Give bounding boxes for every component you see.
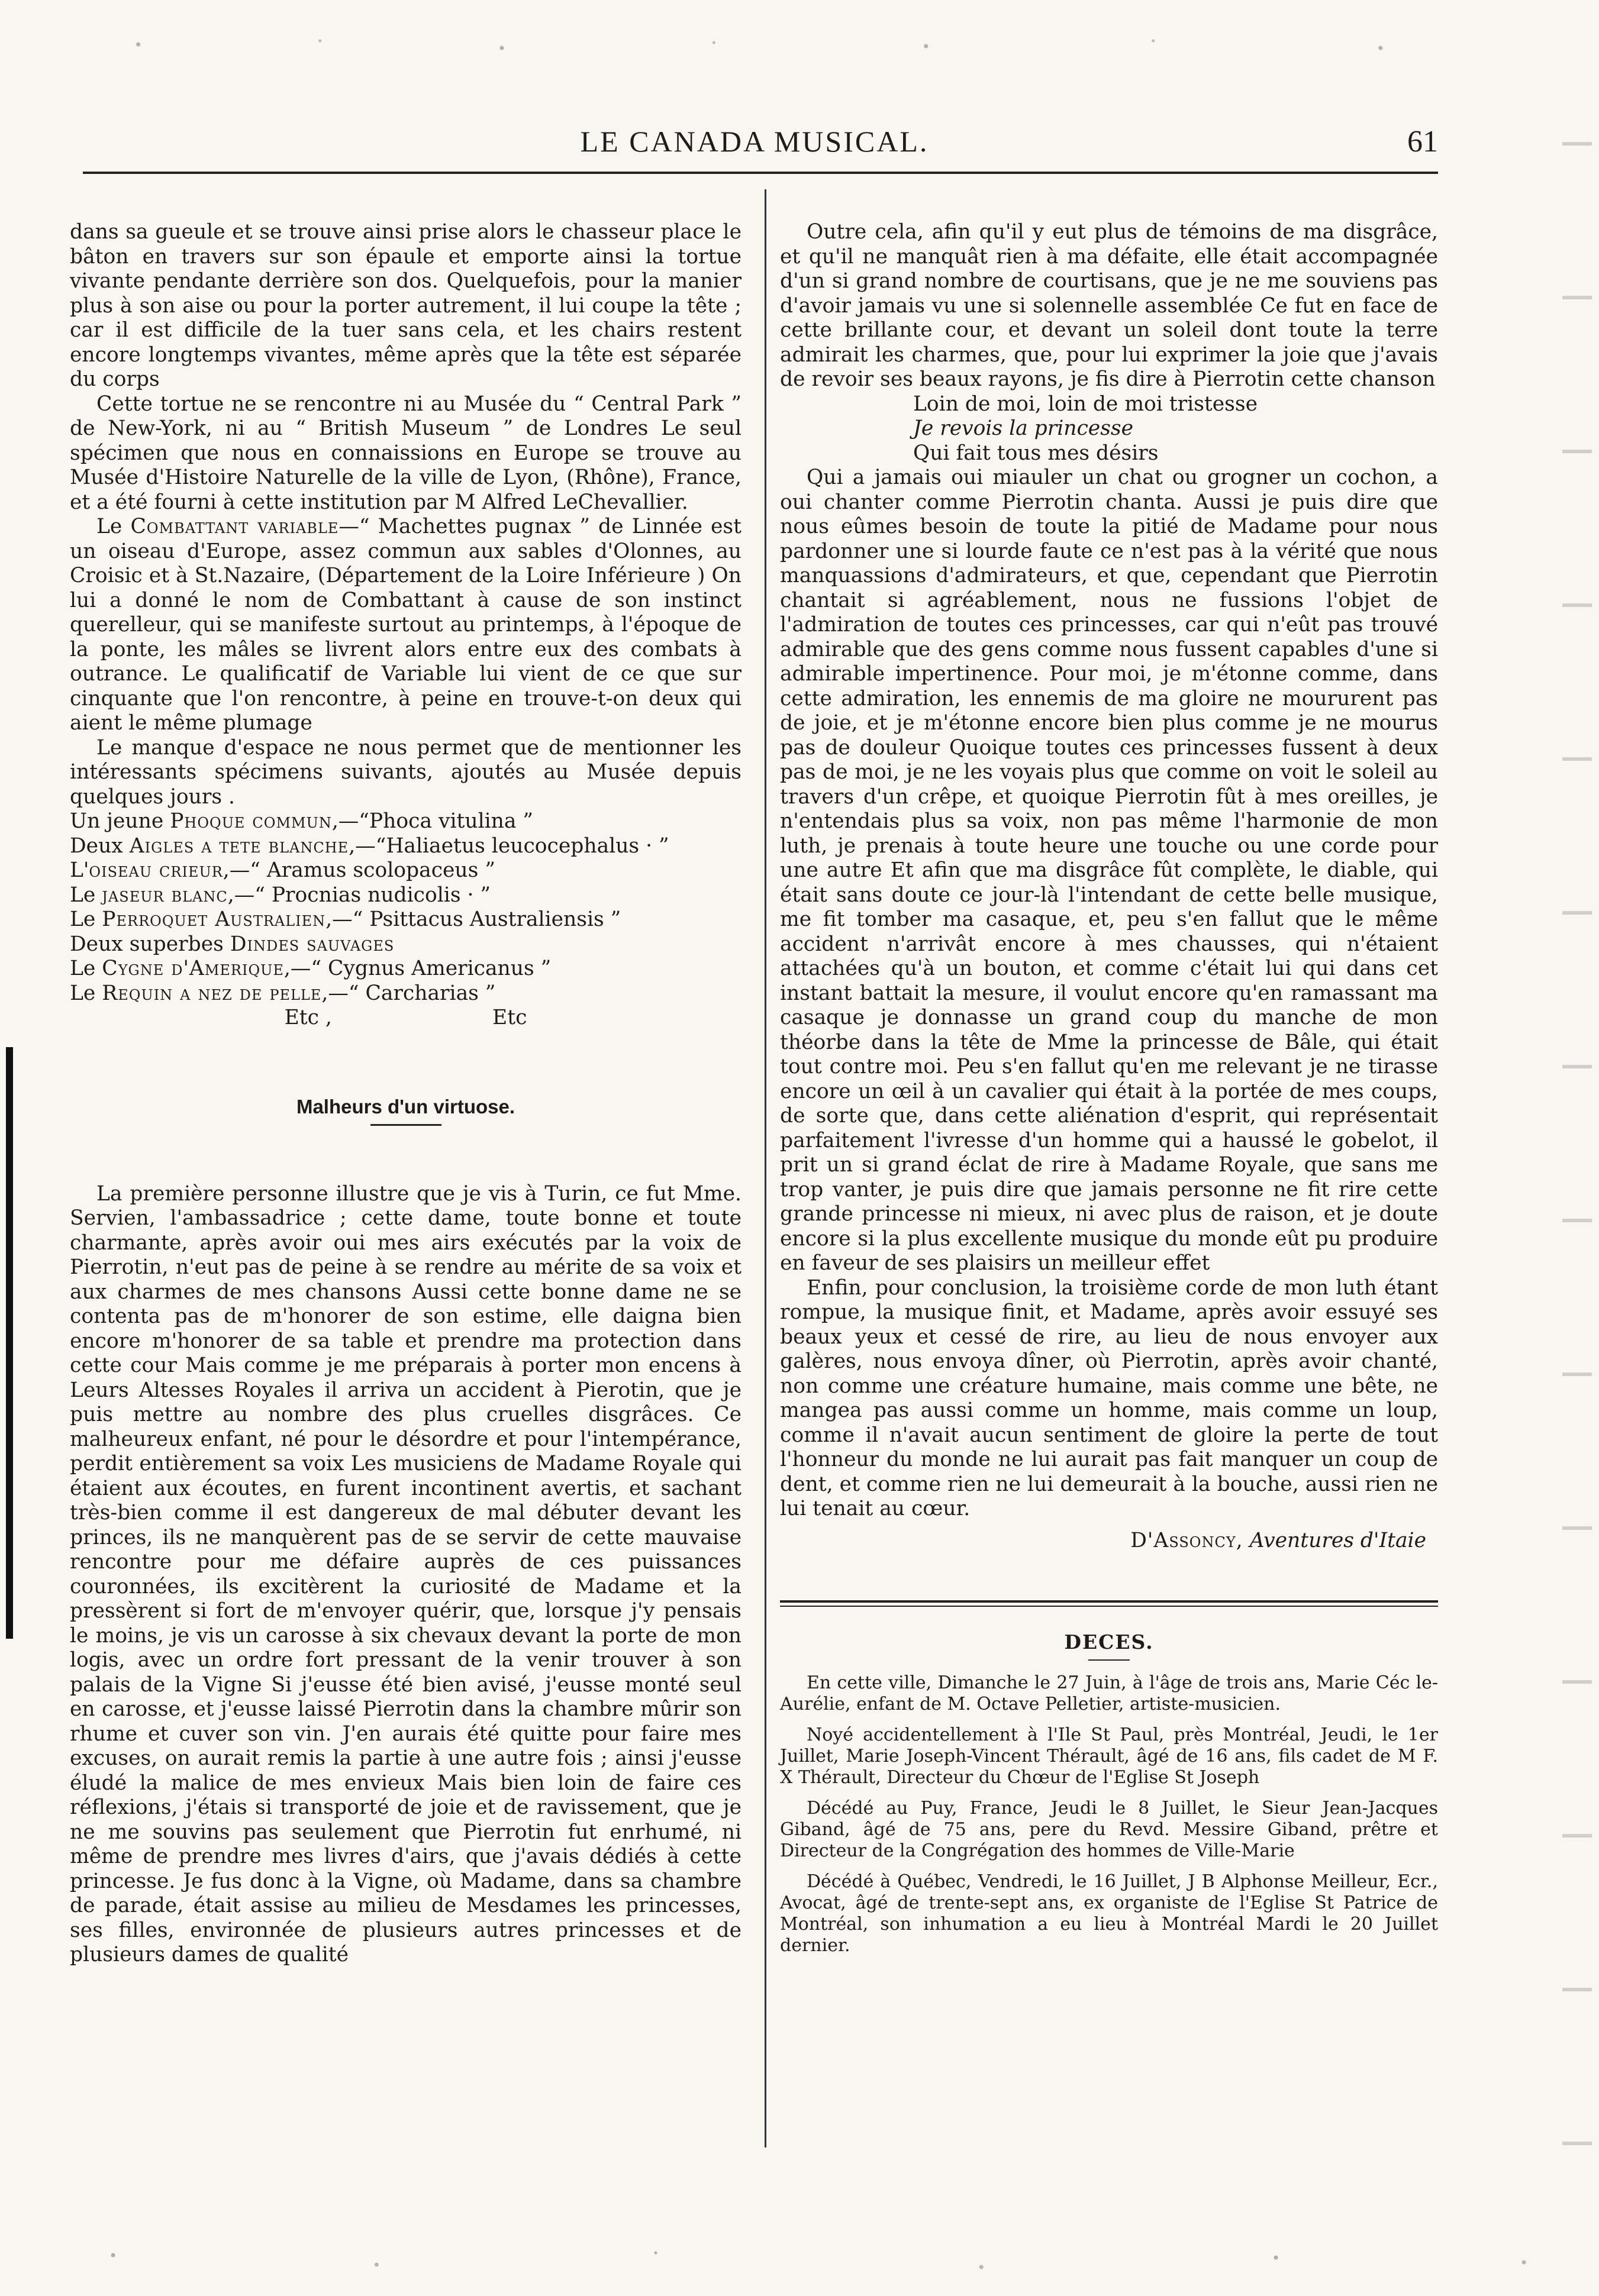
signature — [780, 1529, 1438, 1554]
deces-list — [780, 1672, 1438, 1956]
etc-line — [204, 1006, 607, 1031]
specimen-list — [70, 809, 742, 1031]
deces-notice: Décédé au Puy, France, Jeudi le 8 Juillet, le Sieur Jean-Jacques Giband, âgé de 75 ans, pere du Revd. Messire Giband, prêtre et Directeur de la Congrégation des hommes de Ville-Marie — [780, 1798, 1438, 1861]
double-rule — [780, 1600, 1438, 1607]
specimen-name: Dindes sauvages — [230, 932, 395, 956]
specimen-item — [70, 858, 742, 883]
specimen-name: oiseau crieur — [89, 858, 223, 882]
paragraph: Le manque d'espace ne nous permet que de mentionner les intéressants spécimens suivants, ajoutés au Musée depuis quelques jours . — [70, 735, 742, 809]
paragraph-text: —“ Machettes pugnax ” de Linnée est un oiseau d'Europe, assez commun aux sables d'Olonnes, au Croisic et à St.Nazaire, (Département de la Loire Inférieure ) On lui a donné le nom de Combattant à cause de son instinct querelleur, qui se manifeste surtout au printemps, à l'époque de la ponte, les mâles se livrent alors entre eux des combats à outrance. Le qualificatif de Variable lui vient de ce que sur cinquante que l'on rencontre, à peine en trouve-t-on deux qui aient le même plumage — [70, 515, 742, 735]
song-verse — [780, 392, 1438, 466]
deces-notice: Décédé à Québec, Vendredi, le 16 Juillet, J B Alphonse Meilleur, Ecr., Avocat, âgé de trente-sept ans, ex organiste de l'Eglise St Patrice de Montréal, son inhumation a eu lieu à Montréal Mardi le 20 Juillet dernier. — [780, 1871, 1438, 1956]
specimen-latin: ,—“ Cygnus Americanus ” — [283, 957, 552, 980]
specimen-item — [70, 809, 742, 834]
scan-noise-right — [1562, 71, 1592, 2230]
specimen-item — [70, 834, 742, 859]
text-lead: Le — [70, 957, 102, 980]
deces-title: DECES. — [1064, 1630, 1154, 1654]
page-header — [71, 124, 1438, 160]
etc-text: Etc — [492, 1006, 527, 1029]
story-paragraph: La première personne illustre que je vis à Turin, ce fut Mme. Servien, l'ambassadrice ; cette dame, toute bonne et toute charmante, après avoir oui mes airs exécutés par la voix de Pierrotin, n'eut pas de peine à se rendre au mérite de sa voix et aux charmes de mes chansons Aussi cette bonne dame ne se contenta pas de m'honorer de son estime, elle daigna bien encore m'honorer de sa table et prendre ma protection dans cette cour Mais comme je me préparais à porter mon encens à Leurs Altesses Royales il arriva un accident à Pierotin, que je puis mettre au nombre des plus cruelles disgrâces. Ce malheureux enfant, né pour le désordre et pour l'intempérance, perdit entièrement sa voix Les musiciens de Madame Royale qui étaient aux écoutes, en furent incontinent avertis, et sachant très-bien comme il est dangereux de mal débuter devant les princes, ils ne manquèrent pas de se servir de cette mauvaise rencontre pour me défaire auprès de ces puissances couronnées, ils excitèrent la curiosité de Madame et la pressèrent si fort de m'envoyer quérir, que, lorsque j'y pensais le moins, je vis un carosse à six chevaux devant la porte de mon logis, avec un ordre fort pressant de la venir trouver à son palais de la Vigne Si j'eusse été bien avisé, j'eusse monté seul en carosse, et j'eusse laissé Pierrotin dans la chambre mûrir son rhume et cuver son vin. J'en aurais été quitte pour faire mes excuses, on aurait remis la partie à une autre fois ; ainsi j'eusse éludé la malice de mes envieux Mais bien loin de faire ces réflexions, j'étais si transporté de joie et de ravissement, que je ne me souvins pas seulement que Pierrotin fut enrhumé, ni même de prendre mes livres d'airs, que j'avais dédiés à cette princesse. Je fus donc à la Vigne, où Madame, dans sa chambre de parade, était assise au milieu de Mesdames les princesses, ses filles, environnée de plusieurs autres princesses et de plusieurs dames de qualité — [70, 1181, 742, 1966]
text-lead: Le — [70, 908, 102, 931]
left-column — [70, 220, 742, 1968]
section-rule — [370, 1124, 441, 1126]
header-rule — [83, 172, 1438, 174]
verse-line: Loin de moi, loin de moi tristesse — [913, 392, 1258, 416]
deces-notice: Noyé accidentellement à l'Ile St Paul, près Montréal, Jeudi, le 1er Juillet, Marie Joseph-Vincent Thérault, âgé de 16 ans, fils cadet de M F. X Thérault, Directeur du Chœur de l'Eglise St Joseph — [780, 1725, 1438, 1788]
specimen-latin: ,—“ Aramus scolopaceus ” — [223, 858, 495, 882]
signature-author: D'Assoncy, — [1130, 1528, 1243, 1552]
specimen-item — [70, 883, 742, 908]
story-paragraph: Outre cela, afin qu'il y eut plus de témoins de ma disgrâce, et qu'il ne manquât rien à ma défaite, elle était accompagnée d'un si grand nombre de courtisans, que je ne me souviens pas d'avoir jamais vu une si solennelle assemblée Ce fut en face de cette brillante cour, et devant un soleil dont toute la terre admirait les charmes, que, pour lui exprimer la joie que j'avais de revoir ses beaux rayons, je fis dire à Pierrotin cette chanson — [780, 220, 1438, 391]
specimen-name: jaseur blanc — [102, 883, 228, 907]
story-paragraph: Enfin, pour conclusion, la troisième corde de mon luth étant rompue, la musique finit, et Madame, après avoir essuyé ses beaux yeux et cessé de rire, au lieu de nous envoyer aux galères, nous envoya dîner, où Pierrotin, après avoir chanté, non comme une créature humaine, mais comme une bête, ne mangea pas aussi comme un homme, mais comme un loup, comme il n'avait aucun sentiment de gloire la perte de tout l'honneur du monde ne lui aurait pas fait manquer un coup de dent, et comme rien ne lui demeurait à la bouche, aussi rien ne lui tenait au cœur. — [780, 1275, 1438, 1520]
story-paragraph: Qui a jamais oui miauler un chat ou grogner un cochon, a oui chanter comme Pierrotin chanta. Aussi je puis dire que nous eûmes besoin de toute la pitié de Madame pour nous pardonner une si lourde faute ce n'est pas à la vérité que nous manquassions d'admirateurs, et que, cependant que Pierrotin chantait si agréablement, nous ne fussions l'objet de l'admiration de toutes ces princesses, car qui n'eût pas trouvé admirable que des gens comme nous fussent capables d'une si admirable impertinence. Pour moi, je m'étonne comme, dans cette admiration, les ennemis de ma gloire ne moururent pas de joie, et je m'étonne encore bien plus comme je ne mourus pas de douleur Quoique toutes ces princesses fussent à deux pas de moi, je ne les voyais plus que comme on voit le soleil au travers d'un crêpe, et quoique Pierrotin fût à mes oreilles, je n'entendais plus sa voix, non pas même l'harmonie de mon luth, je prenais à toute heure une touche ou une corde pour une autre Et afin que ma disgrâce fût complète, le diable, qui était sans doute ce jour-là l'intendant de cette belle musique, me fit tomber ma casaque, et, peu s'en fallut que le même accident n'arrivât encore à mes chausses, qui n'étaient attachées qu'à un bouton, et comme c'était lui qui dans cet instant battait la mesure, il voulut encore qu'en ramassant ma casaque je donnasse un grand coup du manche de mon théorbe dans la tête de Mme la princesse de Bâle, qui était tout contre moi. Peu s'en fallut qu'en me relevant je ne tirasse encore un œil à un cavalier qui était à la portée de mes coups, de sorte que, dans cette aliénation d'esprit, qui représentait parfaitement l'ivresse d'un homme qui a haussé le gobelot, il prit un si grand éclat de rire à Madame Royale, que sans me trop vanter, je puis dire que jamais personne ne fit rire cette grande princesse ni mieux, ni avec plus de raison, et je doute encore si la plus excellente musique du monde eût pu produire en faveur de ses plaisirs un meilleur effet — [780, 466, 1438, 1275]
specimen-latin: ,—“Phoca vitulina ” — [331, 809, 534, 833]
specimen-latin: ,—“ Procnias nudicolis · ” — [227, 883, 491, 907]
specimen-latin: ,—“Haliaetus leucocephalus · ” — [349, 834, 669, 858]
text-lead: Deux superbes — [70, 932, 230, 956]
specimen-item — [70, 957, 742, 981]
text-lead: Le — [70, 883, 102, 907]
specimen-item — [70, 908, 742, 932]
scan-noise-bottom — [36, 2236, 1586, 2284]
specimen-latin: ,—“ Carcharias ” — [321, 981, 496, 1005]
section-title: Malheurs d'un virtuose. — [296, 1095, 515, 1118]
signature-work: Aventures d'Itaie — [1249, 1528, 1426, 1552]
specimen-latin: ,—“ Psittacus Australiensis ” — [325, 908, 621, 931]
text-lead: Le — [96, 515, 131, 538]
specimen-name: Cygne d'Amerique — [102, 957, 284, 980]
deces-notice: En cette ville, Dimanche le 27 Juin, à l'âge de trois ans, Marie Céc le-Aurélie, enfant de M. Octave Pelletier, artiste-musicien. — [780, 1672, 1438, 1714]
combattant-paragraph — [70, 515, 742, 736]
specimen-name: Perroquet Australien — [102, 908, 326, 931]
paragraph: dans sa gueule et se trouve ainsi prise alors le chasseur place le bâton en travers sur son épaule et emporte ainsi la tortue vivante pendante derrière son dos. Quelquefois, pour la manier plus à son aise ou pour la porter autrement, il lui coupe la tête ; car il est difficile de la tuer sans cela, et les chairs restent encore longtemps vivantes, même après que la tête est séparée du corps — [70, 220, 742, 391]
running-title: LE CANADA MUSICAL. — [580, 125, 929, 158]
etc-text: Etc , — [284, 1006, 332, 1029]
specimen-name: Aigles a tete blanche — [129, 834, 349, 858]
text-lead: L' — [70, 858, 89, 882]
right-column — [780, 220, 1438, 1966]
column-divider — [765, 189, 766, 2148]
verse-line: Qui fait tous mes désirs — [913, 441, 1159, 465]
paragraph: Cette tortue ne se rencontre ni au Musée du “ Central Park ” de New-York, ni au “ British Museum ” de Londres Le seul spécimen que nous en connaissions en Europe se trouve au Musée d'Histoire Naturelle de la ville de Lyon, (Rhône), France, et a été fourni à cette institution par M Alfred LeChevallier. — [70, 392, 742, 514]
text-lead: Le — [70, 981, 102, 1005]
verse-line-text: Je revois la princesse — [913, 416, 1134, 440]
text-lead: Deux — [70, 834, 130, 858]
specimen-name: Requin a nez de pelle — [102, 981, 322, 1005]
page-number: 61 — [1407, 125, 1438, 159]
text-lead: Un jeune — [70, 809, 170, 833]
specimen-item — [70, 932, 742, 957]
species-name: Combattant variable — [130, 515, 339, 538]
specimen-item — [70, 981, 742, 1006]
margin-mark — [6, 1047, 13, 1639]
scan-noise-top — [47, 27, 1562, 62]
deces-rule — [1088, 1659, 1130, 1661]
verse-line — [913, 416, 1438, 441]
specimen-name: Phoque commun — [170, 809, 332, 833]
